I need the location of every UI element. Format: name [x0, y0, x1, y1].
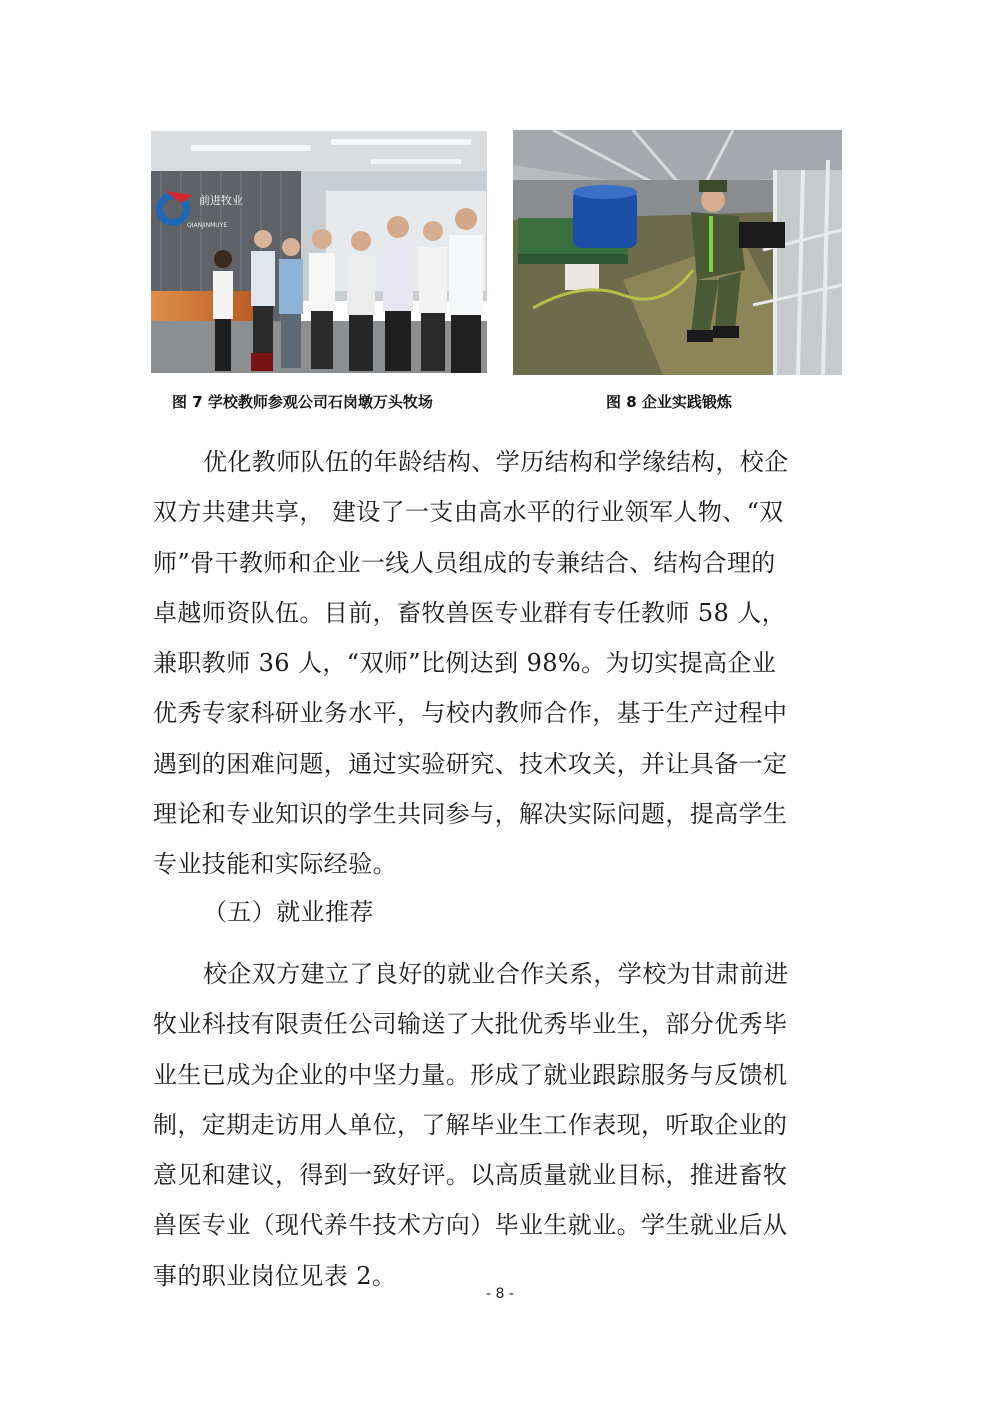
paragraph-line: 意见和建议，得到一致好评。以高质量就业目标，推进畜牧 [153, 1161, 788, 1190]
paragraph-line: 专业技能和实际经验。 [153, 850, 397, 879]
logo-text: 前进牧业 [199, 194, 243, 207]
paragraph-line: 优秀专家科研业务水平，与校内教师合作，基于生产过程中 [153, 699, 788, 728]
paragraph-line: 制，定期走访用人单位，了解毕业生工作表现，听取企业的 [153, 1110, 788, 1139]
paragraph-teacher-team [153, 437, 850, 890]
paragraph-line: 兼职教师 36 人，“双师”比例达到 98%。为切实提高企业 [153, 649, 777, 678]
figure-7-photo [151, 131, 487, 373]
paragraph-line: 业生已成为企业的中坚力量。形成了就业跟踪服务与反馈机 [153, 1060, 788, 1089]
paragraph-line: 双方共建共享， 建设了一支由高水平的行业领军人物、“双 [153, 498, 784, 527]
figure-7-caption: 图 7 学校教师参观公司石岗墩万头牧场 [172, 393, 433, 411]
page-number: - 8 - [486, 1286, 514, 1302]
logo-subtext: QIANJINMUYE [187, 222, 228, 229]
figure-8-caption: 图 8 企业实践锻炼 [606, 393, 732, 411]
section-heading [153, 887, 850, 937]
paragraph-line: 师”骨干教师和企业一线人员组成的专兼结合、结构合理的 [153, 548, 776, 577]
paragraph-line: 遇到的困难问题，通过实验研究、技术攻关，并让具备一定 [153, 749, 788, 778]
paragraph-line: 事的职业岗位见表 2。 [153, 1261, 397, 1290]
paragraph-line: 优化教师队伍的年龄结构、学历结构和学缘结构，校企 [203, 448, 789, 476]
section-heading-text: （五）就业推荐 [203, 898, 374, 926]
paragraph-line: 理论和专业知识的学生共同参与，解决实际问题，提高学生 [153, 800, 788, 829]
paragraph-line: 卓越师资队伍。目前，畜牧兽医专业群有专任教师 58 人， [153, 598, 786, 627]
figure-8-photo [513, 130, 842, 375]
paragraph-line: 牧业科技有限责任公司输送了大批优秀毕业生，部分优秀毕 [153, 1010, 788, 1039]
paragraph-employment [153, 949, 850, 1301]
paragraph-line: 校企双方建立了良好的就业合作关系，学校为甘肃前进 [203, 960, 789, 988]
paragraph-line: 兽医专业（现代养牛技术方向）毕业生就业。学生就业后从 [153, 1211, 788, 1240]
